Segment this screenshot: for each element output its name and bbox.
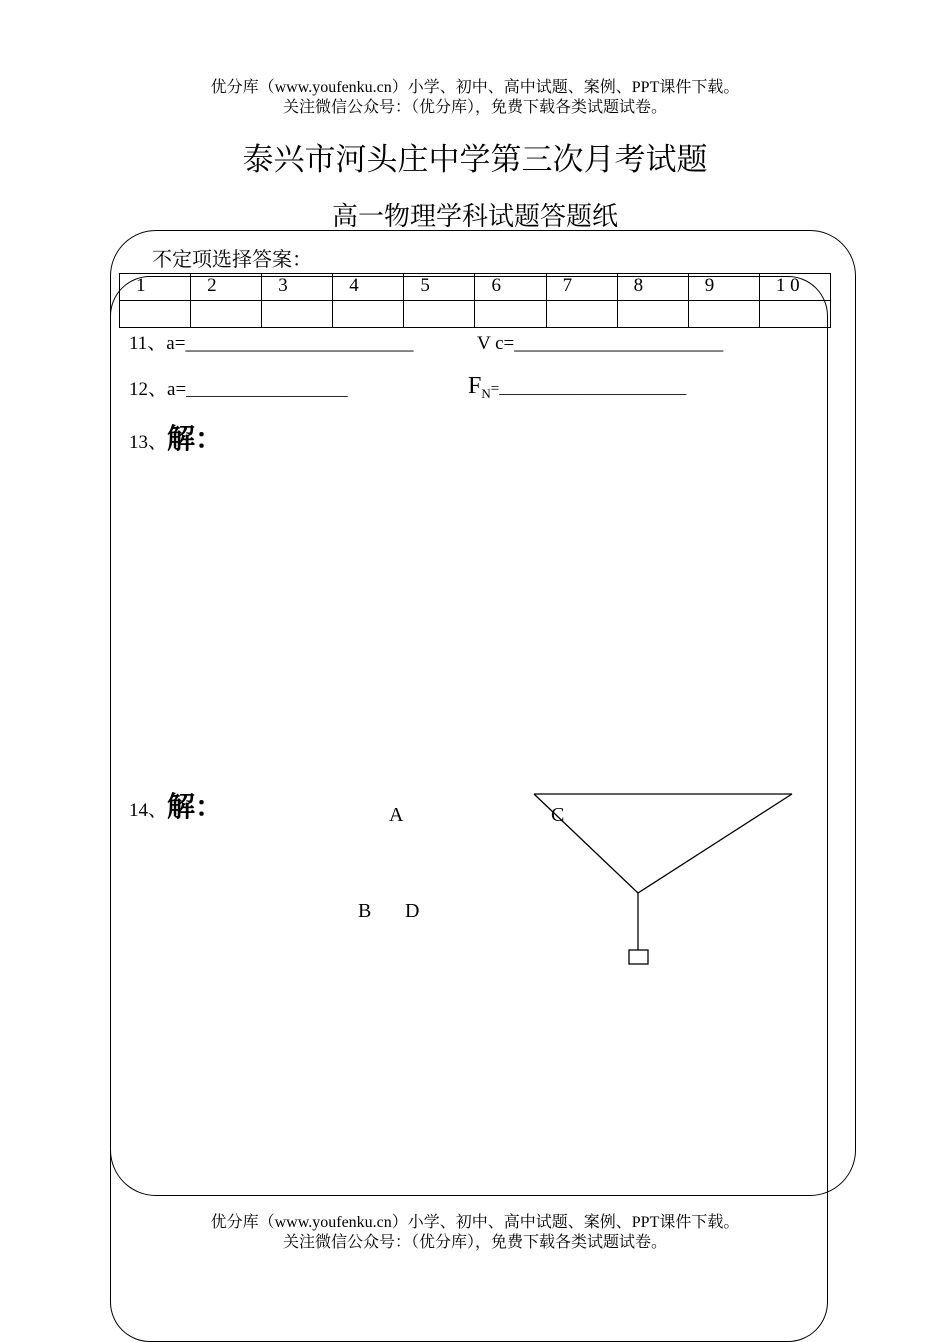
question-number: 13、	[129, 432, 168, 453]
rope-left	[534, 794, 638, 893]
answer-cell[interactable]	[191, 301, 262, 328]
q12-f-eq: =	[490, 381, 500, 397]
rope-right	[638, 794, 792, 893]
point-label-a: A	[389, 804, 404, 826]
solution-label: 解：	[167, 422, 224, 455]
question-12-fn	[468, 373, 686, 407]
choice-number: 5	[404, 274, 475, 301]
header-line-2: 关注微信公众号：（优分库），免费下载各类试题试卷。	[282, 99, 667, 116]
answer-cell[interactable]	[617, 301, 688, 328]
question-number: 11、	[129, 333, 167, 354]
point-label-b: B	[358, 900, 372, 922]
q12-f-label: F	[468, 373, 482, 399]
choice-number: 7	[546, 274, 617, 301]
solution-label: 解：	[167, 790, 224, 823]
question-number: 12、	[129, 379, 168, 400]
choice-number: 8	[617, 274, 688, 301]
q11-v-blank[interactable]: ______________________	[514, 333, 724, 354]
question-14	[129, 790, 224, 824]
question-11-vc	[477, 331, 723, 357]
answer-cell[interactable]	[475, 301, 546, 328]
choice-number: 6	[475, 274, 546, 301]
choice-number: 1 0	[759, 274, 830, 301]
point-label-d: D	[405, 900, 420, 922]
q12-a-label: a=	[167, 379, 187, 400]
q12-a-blank[interactable]: ___________________	[186, 380, 348, 399]
hanging-weight	[629, 950, 648, 964]
choice-number: 3	[262, 274, 333, 301]
question-11	[129, 331, 413, 357]
answer-cell[interactable]	[546, 301, 617, 328]
answer-cell[interactable]	[404, 301, 475, 328]
question-12	[129, 377, 348, 403]
q11-a-label: a=	[166, 333, 186, 354]
q11-a-blank[interactable]: ________________________	[185, 333, 414, 354]
choice-answer-table	[119, 273, 831, 328]
page-subtitle: 高一物理学科试题答题纸	[331, 202, 618, 232]
q12-f-blank[interactable]: ______________________	[499, 378, 687, 397]
q12-f-subscript: N	[481, 385, 491, 401]
answer-cell[interactable]	[688, 301, 759, 328]
page-title: 泰兴市河头庄中学第三次月考试题	[242, 142, 708, 178]
choice-number: 1	[120, 274, 191, 301]
footer-line-2: 关注微信公众号：（优分库），免费下载各类试题试卷。	[282, 1234, 667, 1251]
rope-weight-diagram	[520, 780, 810, 980]
choice-number: 9	[688, 274, 759, 301]
answer-cell[interactable]	[120, 301, 191, 328]
header-line-1: 优分库（www.youfenku.cn）小学、初中、高中试题、案例、PPT课件下载。	[210, 79, 740, 96]
question-number: 14、	[129, 800, 168, 821]
choice-number: 4	[333, 274, 404, 301]
choice-number-row	[120, 274, 831, 301]
question-13	[129, 422, 224, 456]
choice-section-label: 不定项选择答案：	[152, 249, 312, 271]
choice-number: 2	[191, 274, 262, 301]
answer-cell[interactable]	[262, 301, 333, 328]
answer-cell[interactable]	[759, 301, 830, 328]
answer-cell[interactable]	[333, 301, 404, 328]
point-label-c: C	[551, 804, 565, 826]
footer-line-1: 优分库（www.youfenku.cn）小学、初中、高中试题、案例、PPT课件下载。	[210, 1214, 740, 1231]
q11-v-label: V c=	[477, 333, 515, 354]
choice-answer-row	[120, 301, 831, 328]
